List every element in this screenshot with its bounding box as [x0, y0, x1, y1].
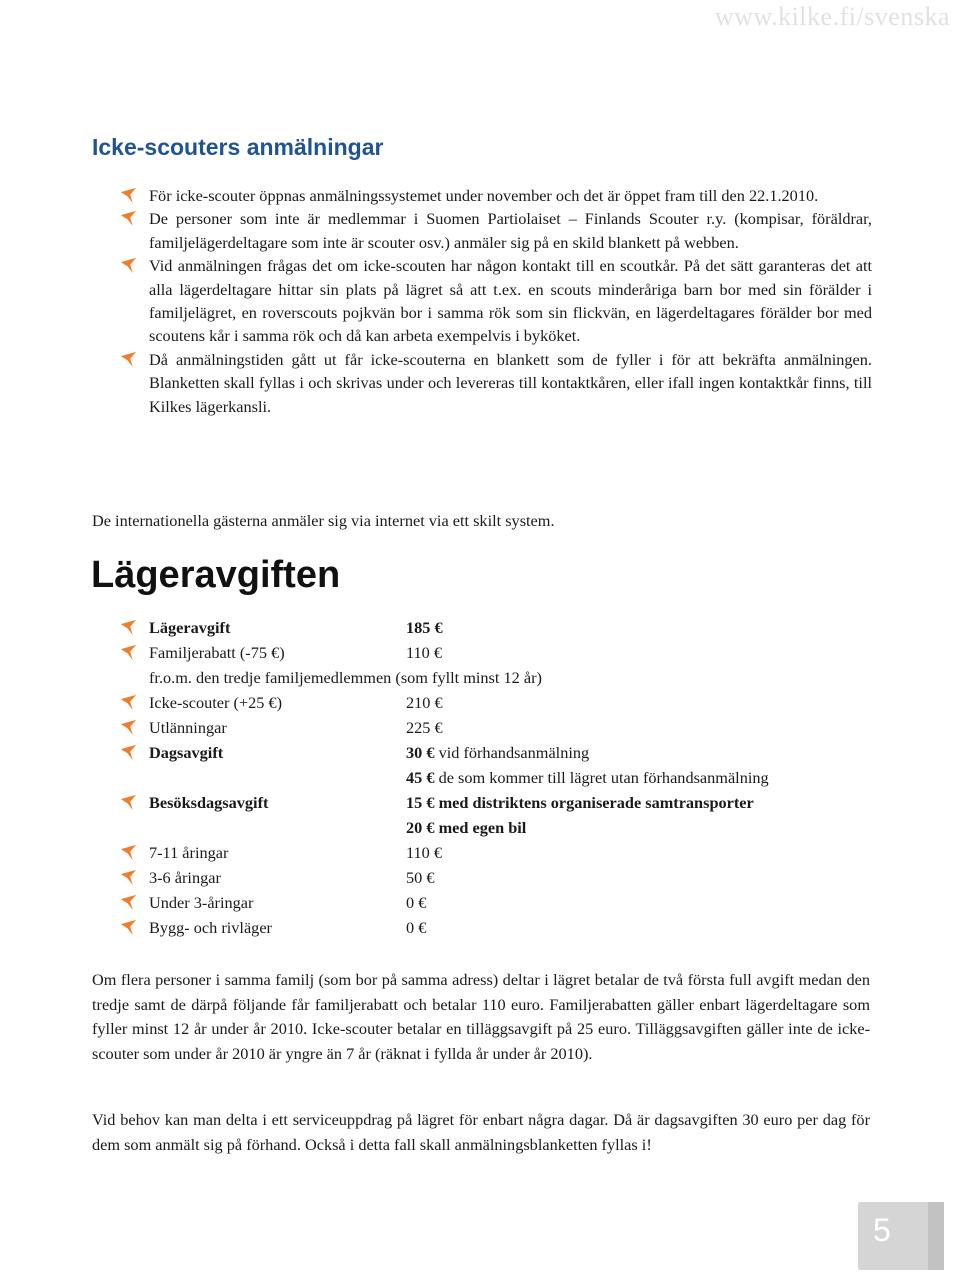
fee-row-under-3	[120, 890, 880, 915]
fee-condition: de som kommer till lägret utan förhandsanmälning	[438, 768, 769, 787]
star-bullet-icon	[120, 894, 137, 911]
fee-row-icke-scouter	[120, 690, 880, 715]
bullet-text: För icke-scouter öppnas anmälningssystemet under november och det är öppet fram till den 22.1.2010.	[149, 186, 819, 205]
section-title-icke-scouters: Icke-scouters anmälningar	[92, 134, 384, 160]
fee-note: fr.o.m. den tredje familjemedlemmen (som fyllt minst 12 år)	[149, 668, 542, 687]
fee-value: 225 €	[406, 718, 443, 737]
bullet-text: Vid anmälningen frågas det om icke-scouten har någon kontakt till en scoutkår. På det sätt garanteras det att alla lägerdeltagare hittar sin plats på lägret så att t.ex. en scouts minderåriga barn bor med sin förälder i familjelägret, en roverscouts pojkvän bor i samma rök som sin flickvän, en lägerdeltagares förälder bor med scoutens kår i samma rök och då kan arbeta exempelvis i byköket.	[149, 256, 872, 346]
fee-label: Icke-scouter (+25 €)	[149, 693, 283, 712]
star-bullet-icon	[120, 644, 137, 661]
fee-amount: 30 €	[406, 743, 435, 762]
fee-label: Bygg- och rivläger	[149, 918, 272, 937]
fee-value: 210 €	[406, 693, 443, 712]
star-bullet-icon	[120, 919, 137, 936]
bullet-text: Då anmälningstiden gått ut får icke-scouterna en blankett som de fyller i för att bekräfta anmälningen. Blanketten skall fyllas i och skrivas under och levereras till kontaktkåren, eller ifall ingen kontaktkår finns, till Kilkes lägerkansli.	[149, 349, 872, 416]
star-bullet-icon	[120, 844, 137, 861]
fee-row-age-7-11	[120, 840, 880, 865]
fee-row-besoksdagsavgift-2	[120, 815, 880, 840]
star-bullet-icon	[120, 694, 137, 711]
fee-label: 7-11 åringar	[149, 843, 229, 862]
page-number-box	[858, 1202, 944, 1270]
page-number-shade	[928, 1202, 944, 1270]
fee-label: 3-6 åringar	[149, 868, 221, 887]
fee-value: 110 €	[406, 843, 443, 862]
fee-condition: vid förhandsanmälning	[438, 743, 590, 762]
star-bullet-icon	[120, 794, 137, 811]
fee-row-age-3-6	[120, 865, 880, 890]
list-item	[120, 348, 872, 418]
star-bullet-icon	[120, 351, 137, 368]
family-discount-paragraph: Om flera personer i samma familj (som bor på samma adress) deltar i lägret betalar de två första full avgift medan den tredje samt de därpå följande får familjerabatt och betalar 110 euro. Familjerabatten gäller enbart lägerdeltagare som fyller minst 12 år under år 2010. Icke-scouter betalar en tilläggsavgift på 25 euro. Tilläggsavgiften gäller inte de icke-scouter som under år 2010 är yngre än 7 år (räknat i fyllda år under år 2010).	[92, 970, 870, 1063]
fee-row-familjerabatt	[120, 640, 880, 665]
fee-list	[120, 615, 880, 940]
bullet-text: De personer som inte är medlemmar i Suomen Partiolaiset – Finlands Scouter r.y. (kompisar, föräldrar, familjelägerdeltagare som inte är scouter osv.) anmäler sig på en skild blankett på webben.	[149, 209, 872, 252]
fee-row-besoksdagsavgift	[120, 790, 880, 815]
fee-row-bygg	[120, 915, 880, 940]
page-number: 5	[873, 1212, 891, 1248]
fee-row-lageravgift	[120, 615, 880, 640]
header-url: www.kilke.fi/svenska	[714, 2, 950, 31]
fee-row-familjerabatt-note	[120, 665, 880, 690]
fee-label: Under 3-åringar	[149, 893, 254, 912]
star-bullet-icon	[120, 257, 137, 274]
fee-row-dagsavgift-2	[120, 765, 880, 790]
fee-value: 0 €	[406, 918, 427, 937]
star-bullet-icon	[120, 869, 137, 886]
fee-row-utlanningar	[120, 715, 880, 740]
service-assignment-paragraph: Vid behov kan man delta i ett serviceuppdrag på lägret för enbart några dagar. Då är dagsavgiften 30 euro per dag för dem som anmält sig på förhand. Också i detta fall skall anmälningsblanketten fyllas i!	[92, 1110, 870, 1154]
section-title-lageravgiften: Lägeravgiften	[91, 554, 341, 596]
star-bullet-icon	[120, 187, 137, 204]
fee-value	[406, 740, 589, 765]
fee-value: 110 €	[406, 643, 443, 662]
fee-label: Besöksdagsavgift	[149, 793, 269, 812]
fee-value: 20 € med egen bil	[406, 818, 527, 837]
fee-label: Lägeravgift	[149, 618, 231, 637]
fee-value: 0 €	[406, 893, 427, 912]
international-guests-note: De internationella gästerna anmäler sig via internet via ett skilt system.	[92, 511, 555, 530]
fee-row-dagsavgift	[120, 740, 880, 765]
fee-label: Familjerabatt (-75 €)	[149, 643, 285, 662]
fee-label: Utlänningar	[149, 718, 227, 737]
fee-label: Dagsavgift	[149, 743, 224, 762]
registration-bullet-list	[120, 184, 872, 418]
list-item	[120, 254, 872, 348]
star-bullet-icon	[120, 210, 137, 227]
star-bullet-icon	[120, 619, 137, 636]
fee-value: 50 €	[406, 868, 435, 887]
fee-value	[406, 765, 769, 790]
star-bullet-icon	[120, 719, 137, 736]
star-bullet-icon	[120, 744, 137, 761]
list-item	[120, 184, 872, 207]
fee-amount: 45 €	[406, 768, 435, 787]
fee-value: 185 €	[406, 618, 443, 637]
fee-value: 15 € med distriktens organiserade samtransporter	[406, 793, 754, 812]
list-item	[120, 207, 872, 254]
